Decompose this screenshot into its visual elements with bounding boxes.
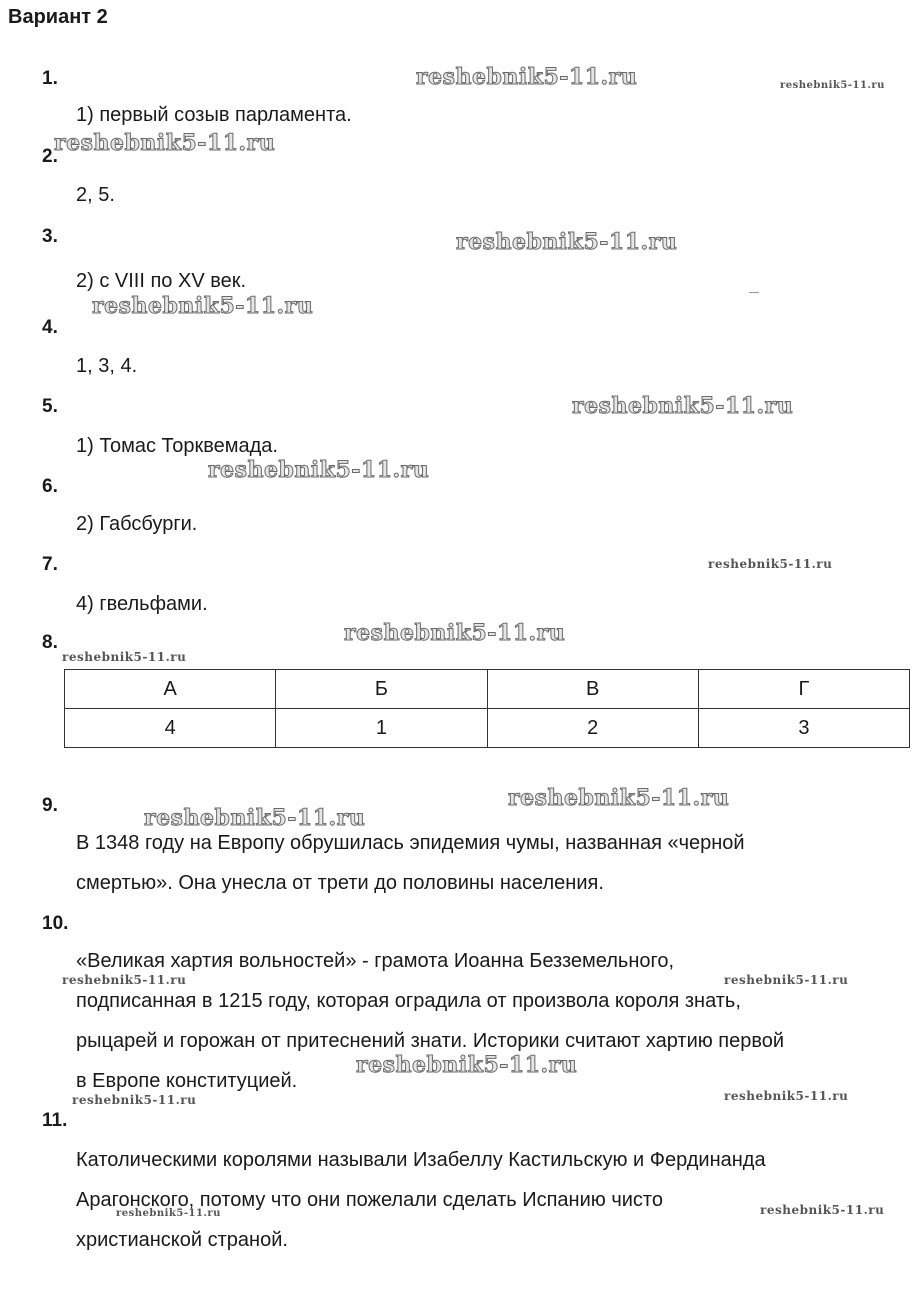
answer-10-line: рыцарей и горожан от притеснений знати. Историки считают хартию первой	[76, 1030, 785, 1052]
watermark: reshebnik5-11.ru	[456, 229, 678, 255]
question-number-4: 4.	[42, 317, 58, 338]
question-number-7: 7.	[42, 554, 58, 575]
watermark: reshebnik5-11.ru	[62, 973, 187, 987]
answer-11-line: Католическими королями называли Изабеллу Кастильскую и Фердинанда	[76, 1149, 766, 1171]
watermark: reshebnik5-11.ru	[780, 80, 885, 91]
answer-9-line: В 1348 году на Европу обрушилась эпидемия чумы, названная «черной	[76, 832, 745, 854]
answer-1: 1) первый созыв парламента.	[76, 104, 352, 126]
table-header-cell: А	[65, 670, 276, 709]
answer-9	[76, 823, 745, 903]
question-number-11: 11.	[42, 1110, 68, 1131]
watermark: reshebnik5-11.ru	[724, 973, 849, 987]
table-header-cell: В	[487, 670, 698, 709]
watermark: reshebnik5-11.ru	[62, 650, 187, 664]
answer-11	[76, 1140, 766, 1260]
answer-9-line: смертью». Она унесла от трети до половины населения.	[76, 872, 604, 894]
table-cell: 2	[487, 709, 698, 748]
watermark: reshebnik5-11.ru	[72, 1093, 197, 1107]
table-cell: 4	[65, 709, 276, 748]
question-number-5: 5.	[42, 396, 58, 417]
watermark: reshebnik5-11.ru	[508, 785, 730, 811]
table-header-row	[65, 670, 910, 709]
answer-2: 2, 5.	[76, 184, 115, 206]
watermark: reshebnik5-11.ru	[116, 1208, 221, 1219]
answer-11-line: Арагонского, потому что они пожелали сделать Испанию чисто	[76, 1189, 663, 1211]
watermark: reshebnik5-11.ru	[344, 620, 566, 646]
watermark: reshebnik5-11.ru	[144, 805, 366, 831]
question-number-2: 2.	[42, 146, 58, 167]
question-number-10: 10.	[42, 913, 69, 934]
watermark: reshebnik5-11.ru	[760, 1203, 885, 1217]
watermark: reshebnik5-11.ru	[92, 293, 314, 319]
table-row	[65, 709, 910, 748]
table-header-cell: Г	[698, 670, 909, 709]
watermark: reshebnik5-11.ru	[708, 557, 833, 571]
answer-6: 2) Габсбурги.	[76, 513, 198, 535]
watermark: reshebnik5-11.ru	[416, 64, 638, 90]
answer-table-8	[64, 669, 910, 748]
stray-mark	[749, 292, 759, 293]
question-number-3: 3.	[42, 226, 58, 247]
answer-5: 1) Томас Торквемада.	[76, 435, 278, 457]
watermark: reshebnik5-11.ru	[572, 393, 794, 419]
table-cell: 3	[698, 709, 909, 748]
watermark: reshebnik5-11.ru	[54, 130, 276, 156]
question-number-6: 6.	[42, 476, 58, 497]
answer-10-line: в Европе конституцией.	[76, 1070, 298, 1092]
watermark: reshebnik5-11.ru	[724, 1089, 849, 1103]
answer-10-line: подписанная в 1215 году, которая оградила от произвола короля знать,	[76, 990, 741, 1012]
question-number-9: 9.	[42, 795, 58, 816]
watermark: reshebnik5-11.ru	[356, 1052, 578, 1078]
answer-10-line: «Великая хартия вольностей» - грамота Иоанна Безземельного,	[76, 950, 675, 972]
watermark: reshebnik5-11.ru	[208, 457, 430, 483]
answer-4: 1, 3, 4.	[76, 355, 138, 377]
table-cell: 1	[276, 709, 487, 748]
answer-11-line: христианской страной.	[76, 1229, 288, 1251]
page-title: Вариант 2	[8, 6, 108, 28]
answer-3: 2) с VIII по XV век.	[76, 270, 247, 292]
answer-7: 4) гвельфами.	[76, 593, 208, 615]
table-header-cell: Б	[276, 670, 487, 709]
question-number-8: 8.	[42, 632, 58, 653]
question-number-1: 1.	[42, 68, 58, 89]
